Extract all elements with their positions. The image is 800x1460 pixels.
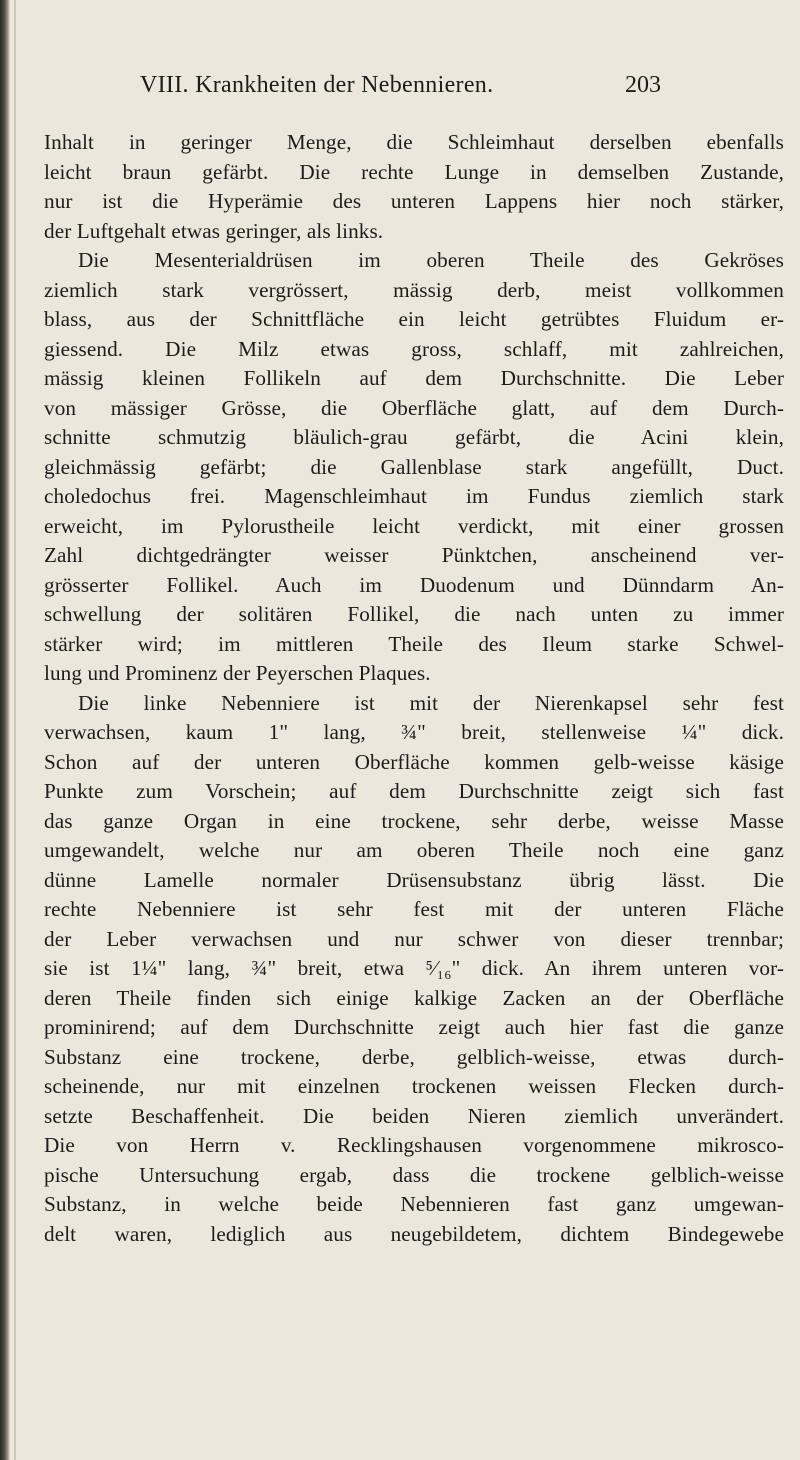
text-line: setzte Beschaffenheit. Die beiden Nieren ziemlich unverändert.: [44, 1103, 784, 1128]
text-line: pische Untersuchung ergab, dass die trockene gelblich-weisse: [44, 1162, 784, 1187]
paragraph-start-line: Die linke Nebenniere ist mit der Nierenkapsel sehr fest: [78, 690, 784, 715]
text-line: sie ist 1¼" lang, ¾" breit, etwa ⁵⁄₁₆" dick. An ihrem unteren vor-: [44, 956, 784, 980]
body-text: [44, 128, 784, 1249]
text-line: erweicht, im Pylorustheile leicht verdickt, mit einer grossen: [44, 513, 784, 538]
text-line: delt waren, lediglich aus neugebildetem, dichtem Bindegewebe: [44, 1221, 784, 1246]
text-line: blass, aus der Schnittfläche ein leicht getrübtes Fluidum er-: [44, 307, 784, 331]
text-line: verwachsen, kaum 1" lang, ¾" breit, stellenweise ¼" dick.: [44, 720, 784, 744]
text-line: nur ist die Hyperämie des unteren Lappens hier noch stärker,: [44, 189, 784, 213]
text-line: Substanz, in welche beide Nebennieren fast ganz umgewan-: [44, 1192, 784, 1216]
paragraph-start-line: Die Mesenterialdrüsen im oberen Theile des Gekröses: [78, 248, 784, 272]
text-line: mässig kleinen Follikeln auf dem Durchschnitte. Die Leber: [44, 366, 784, 390]
text-line: ziemlich stark vergrössert, mässig derb, meist vollkommen: [44, 277, 784, 302]
text-line: gleichmässig gefärbt; die Gallenblase stark angefüllt, Duct.: [44, 454, 784, 479]
text-line: rechte Nebenniere ist sehr fest mit der unteren Fläche: [44, 897, 784, 921]
page-number: 203: [625, 72, 661, 98]
text-line: umgewandelt, welche nur am oberen Theile noch eine ganz: [44, 838, 784, 862]
text-line: lung und Prominenz der Peyerschen Plaques.: [44, 661, 431, 685]
text-line: Punkte zum Vorschein; auf dem Durchschnitte zeigt sich fast: [44, 779, 784, 803]
text-line: Zahl dichtgedrängter weisser Pünktchen, anscheinend ver-: [44, 543, 784, 567]
text-line: von mässiger Grösse, die Oberfläche glatt, auf dem Durch-: [44, 395, 784, 420]
page-header: [0, 72, 800, 112]
text-line: Die von Herrn v. Recklingshausen vorgenommene mikrosco-: [44, 1133, 784, 1157]
text-line: deren Theile finden sich einige kalkige Zacken an der Oberfläche: [44, 985, 784, 1010]
text-line: leicht braun gefärbt. Die rechte Lunge in demselben Zustande,: [44, 159, 784, 184]
text-line: scheinende, nur mit einzelnen trockenen weissen Flecken durch-: [44, 1074, 784, 1098]
text-line: stärker wird; im mittleren Theile des Ileum starke Schwel-: [44, 631, 784, 656]
text-line: schnitte schmutzig bläulich-grau gefärbt, die Acini klein,: [44, 425, 784, 449]
text-line: Schon auf der unteren Oberfläche kommen gelb-weisse käsige: [44, 749, 784, 774]
text-line: dünne Lamelle normaler Drüsensubstanz übrig lässt. Die: [44, 867, 784, 892]
text-line: der Leber verwachsen und nur schwer von dieser trennbar;: [44, 926, 784, 951]
running-head: VIII. Krankheiten der Nebennieren.: [140, 72, 494, 98]
page-edge-line: [14, 0, 16, 1460]
text-line: Substanz eine trockene, derbe, gelblich-weisse, etwas durch-: [44, 1044, 784, 1069]
text-line: Inhalt in geringer Menge, die Schleimhaut derselben ebenfalls: [44, 130, 784, 154]
text-line: prominirend; auf dem Durchschnitte zeigt auch hier fast die ganze: [44, 1015, 784, 1039]
text-line: choledochus frei. Magenschleimhaut im Fundus ziemlich stark: [44, 484, 784, 508]
text-line: grösserter Follikel. Auch im Duodenum und Dünndarm An-: [44, 572, 784, 597]
text-line: schwellung der solitären Follikel, die nach unten zu immer: [44, 602, 784, 626]
text-line: giessend. Die Milz etwas gross, schlaff, mit zahlreichen,: [44, 336, 784, 361]
text-line: das ganze Organ in eine trockene, sehr derbe, weisse Masse: [44, 808, 784, 833]
page-gutter-shadow: [0, 0, 10, 1460]
text-line: der Luftgehalt etwas geringer, als links.: [44, 218, 384, 243]
